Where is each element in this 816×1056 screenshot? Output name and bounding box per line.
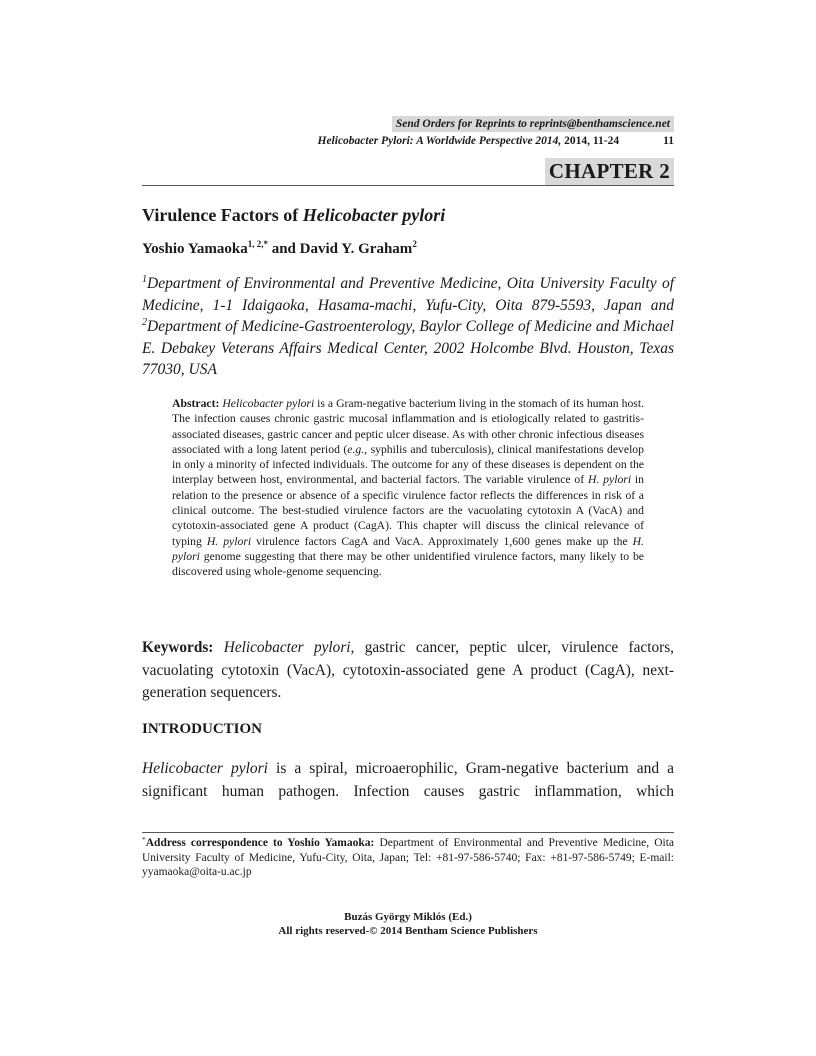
book-title: Helicobacter Pylori: A Worldwide Perspective 2014, (317, 135, 562, 147)
abstract-text: is a Gram-negative bacterium living in the stomach of its human host. The infection causes chronic gastric mucosal inflammation and is etiologically related to gastritis-associated diseases, gastric cancer and peptic ulcer disease. As with other chronic infectious diseases associated with a long latent period ( (172, 397, 645, 456)
author-2-affiliation: 2 (412, 239, 417, 249)
affiliations (142, 273, 674, 381)
abstract-label: Abstract: (172, 397, 220, 410)
affil-2: Department of Medicine-Gastroenterology, Baylor College of Medicine and Michael E. Debakey Veterans Affairs Medical Center, 2002 Holcombe Blvd. Houston, Texas 77030, USA (142, 318, 674, 378)
reprint-notice: Send Orders for Reprints to reprints@benthamscience.net (392, 116, 674, 132)
abstract-species: Helicobacter pylori (222, 397, 315, 410)
abstract-text: in relation to the presence or absence of a specific virulence factor reflects the differences in risk of a clinical outcome. The best-studied virulence factors are the vacuolating cytotoxin A (VacA) and cytotoxin-associated gene A product (CagA). This chapter will discuss the clinical relevance of typing (172, 473, 645, 548)
keywords (142, 637, 674, 705)
abstract-text: genome suggesting that there may be other unidentified virulence factors, many likely to be discovered using whole-genome sequencing. (172, 549, 644, 579)
affil-1: Department of Environmental and Preventive Medicine, Oita University Faculty of Medicine, 1-1 Idaigaoka, Hasama-machi, Yufu-City, Oita 879-5593, Japan and (142, 275, 674, 314)
keywords-species: Helicobacter pylori, (223, 639, 355, 656)
author-line (142, 239, 417, 259)
abstract-species: H. pylori (587, 473, 632, 487)
abstract-eg: e.g. (347, 442, 365, 456)
introduction-heading: INTRODUCTION (142, 721, 263, 737)
copyright-line: All rights reserved-© 2014 Bentham Science Publishers (278, 925, 538, 937)
affil-1-marker: 1 (142, 274, 147, 285)
abstract-species: H. pylori (206, 534, 252, 548)
article-title (142, 204, 445, 226)
keywords-list: gastric cancer, peptic ulcer, virulence factors, vacuolating cytotoxin (VacA), cytotoxin-associated gene A product (CagA), next-generation sequencers. (142, 639, 674, 701)
title-species: Helicobacter pylori (302, 205, 446, 225)
intro-text: is a spiral, microaerophilic, Gram-negative bacterium and a significant human pathogen. Infection causes gastric inflammation, which (142, 760, 674, 800)
title-text: Virulence Factors of (142, 205, 303, 225)
footnote-label: Address correspondence to Yoshio Yamaoka: (145, 837, 375, 849)
footnote-divider (142, 832, 674, 833)
affil-2-marker: 2 (142, 317, 147, 328)
header-divider (142, 185, 674, 186)
intro-species: Helicobacter pylori (142, 760, 268, 777)
footnote-marker: * (142, 835, 146, 844)
year-pages: 2014, 11-24 (561, 135, 620, 147)
author-1: Yoshio Yamaoka (142, 241, 248, 257)
chapter-label: CHAPTER 2 (545, 158, 674, 185)
footnote-text: Department of Environmental and Preventive Medicine, Oita University Faculty of Medicine, Yufu-City, Oita, Japan; Tel: +81-97-586-5740; Fax: +81-97-586-5749; E-mail: yyamaoka@oita-u.ac.jp (142, 837, 674, 878)
author-join: and David Y. Graham (267, 241, 413, 257)
keywords-label: Keywords: (142, 639, 214, 656)
introduction-paragraph (142, 757, 674, 803)
abstract-species: H. pylori (172, 534, 644, 563)
abstract-text: virulence factors CagA and VacA. Approximately 1,600 genes make up the (251, 534, 633, 548)
abstract-text: , syphilis and tuberculosis), clinical manifestations develop in only a minority of infected individuals. The outcome for any of these diseases is dependent on the interplay between host, environmental, and bacterial factors. The variable virulence of (172, 442, 644, 487)
correspondence-footnote (142, 836, 674, 880)
running-header (142, 134, 674, 148)
page-number: 11 (663, 135, 674, 147)
abstract (172, 396, 644, 580)
editor-line: Buzás György Miklós (Ed.) (344, 911, 472, 923)
author-1-affiliation: 1, 2,* (247, 239, 268, 249)
